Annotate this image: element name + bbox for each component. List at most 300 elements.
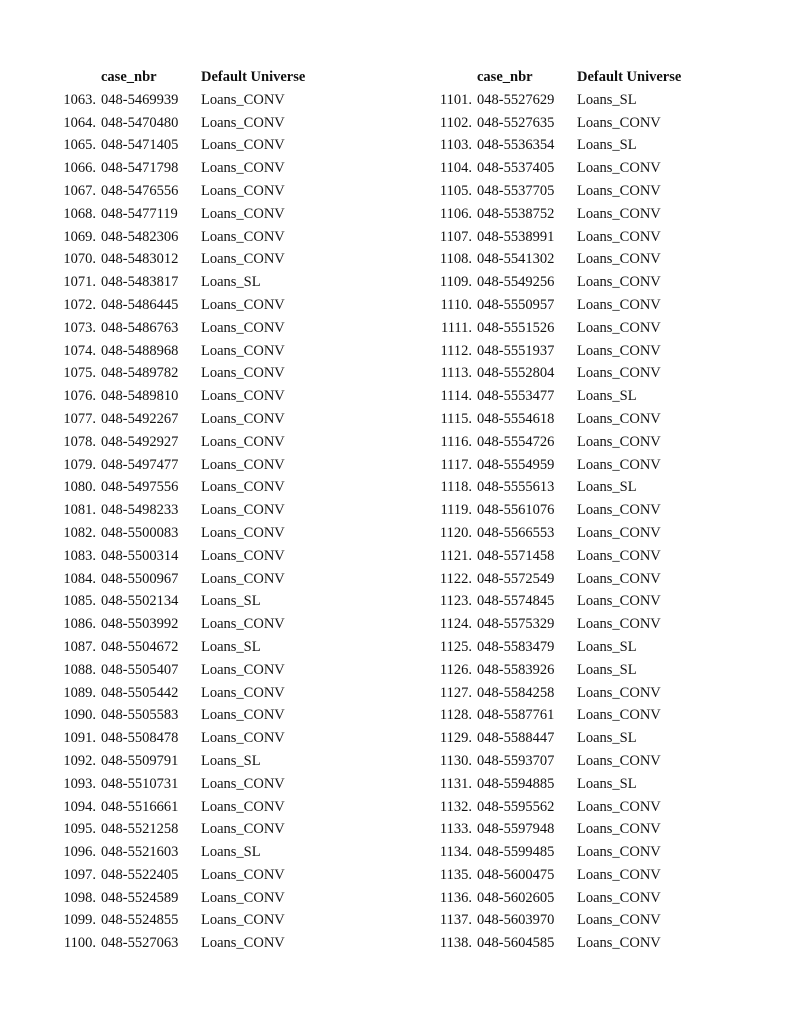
default-universe: Loans_CONV	[201, 456, 285, 473]
case-nbr: 048-5471798	[101, 160, 179, 177]
case-nbr-header: case_nbr	[477, 69, 533, 85]
case-nbr: 048-5571458	[477, 547, 555, 564]
default-universe: Loans_CONV	[577, 593, 661, 610]
row-number: 1123.	[439, 593, 472, 610]
header-row	[30, 66, 331, 89]
default-universe: Loans_CONV	[577, 912, 661, 929]
row-number: 1067.	[63, 182, 96, 199]
default-universe: Loans_CONV	[201, 388, 285, 405]
table-row	[406, 112, 707, 135]
row-number: 1118.	[440, 479, 472, 496]
default-universe: Loans_CONV	[577, 524, 661, 541]
default-universe: Loans_CONV	[201, 570, 285, 587]
row-number: 1064.	[63, 114, 96, 131]
default-universe: Loans_CONV	[577, 866, 661, 883]
table-row	[406, 568, 707, 591]
case-nbr: 048-5527629	[477, 91, 555, 108]
case-nbr: 048-5500314	[101, 547, 179, 564]
table-row	[30, 499, 331, 522]
table-row	[406, 887, 707, 910]
default-universe: Loans_CONV	[201, 547, 285, 564]
default-universe: Loans_CONV	[201, 775, 285, 792]
case-nbr: 048-5486445	[101, 296, 179, 313]
table-row	[30, 89, 331, 112]
row-number: 1128.	[439, 707, 472, 724]
row-number: 1081.	[63, 502, 96, 519]
default-universe: Loans_CONV	[201, 296, 285, 313]
row-number: 1092.	[63, 752, 96, 769]
row-number: 1103.	[439, 137, 472, 154]
case-nbr: 048-5587761	[477, 707, 555, 724]
table-row	[30, 659, 331, 682]
right-rows	[406, 89, 707, 955]
table-row	[406, 704, 707, 727]
case-nbr: 048-5551937	[477, 342, 555, 359]
default-universe: Loans_SL	[577, 638, 637, 655]
table-row	[30, 317, 331, 340]
table-row	[30, 613, 331, 636]
case-nbr: 048-5536354	[477, 137, 555, 154]
row-number: 1076.	[63, 388, 96, 405]
row-number: 1089.	[63, 684, 96, 701]
default-universe: Loans_SL	[577, 775, 637, 792]
default-universe: Loans_SL	[577, 137, 637, 154]
row-number-header	[30, 66, 101, 89]
case-nbr: 048-5550957	[477, 296, 555, 313]
table-row	[406, 362, 707, 385]
table-row	[30, 704, 331, 727]
row-number: 1091.	[63, 730, 96, 747]
table-row	[406, 818, 707, 841]
table-row	[406, 476, 707, 499]
default-universe-header: Default Universe	[201, 69, 306, 85]
case-nbr: 048-5597948	[477, 821, 555, 838]
row-number: 1115.	[440, 410, 472, 427]
default-universe: Loans_CONV	[201, 342, 285, 359]
row-number: 1073.	[63, 319, 96, 336]
default-universe: Loans_CONV	[577, 342, 661, 359]
table-row	[30, 431, 331, 454]
table-row	[406, 636, 707, 659]
row-number: 1083.	[63, 547, 96, 564]
default-universe: Loans_CONV	[201, 160, 285, 177]
default-universe: Loans_SL	[577, 91, 637, 108]
case-nbr: 048-5502134	[101, 593, 179, 610]
table-row	[30, 590, 331, 613]
case-nbr: 048-5599485	[477, 844, 555, 861]
table-row	[30, 841, 331, 864]
case-nbr: 048-5553477	[477, 388, 555, 405]
case-nbr: 048-5503992	[101, 616, 179, 633]
case-nbr: 048-5505407	[101, 661, 179, 678]
default-universe: Loans_CONV	[577, 410, 661, 427]
case-nbr: 048-5492267	[101, 410, 179, 427]
table-row	[406, 659, 707, 682]
table-row	[30, 271, 331, 294]
default-universe: Loans_CONV	[201, 889, 285, 906]
case-nbr: 048-5500083	[101, 524, 179, 541]
table-row	[406, 317, 707, 340]
default-universe: Loans_CONV	[577, 502, 661, 519]
table-row	[30, 408, 331, 431]
case-nbr: 048-5470480	[101, 114, 179, 131]
table-row	[30, 682, 331, 705]
case-nbr: 048-5593707	[477, 752, 555, 769]
case-nbr: 048-5541302	[477, 251, 555, 268]
default-universe: Loans_CONV	[201, 182, 285, 199]
case-nbr: 048-5500967	[101, 570, 179, 587]
row-number: 1105.	[439, 182, 472, 199]
default-universe: Loans_SL	[201, 638, 261, 655]
table-row	[30, 248, 331, 271]
table-row	[406, 248, 707, 271]
case-nbr: 048-5583479	[477, 638, 555, 655]
case-nbr: 048-5524589	[101, 889, 179, 906]
default-universe: Loans_CONV	[577, 707, 661, 724]
case-nbr: 048-5604585	[477, 935, 555, 952]
case-nbr: 048-5555613	[477, 479, 555, 496]
case-nbr: 048-5538752	[477, 205, 555, 222]
table-row	[30, 636, 331, 659]
default-universe: Loans_CONV	[201, 251, 285, 268]
case-nbr: 048-5482306	[101, 228, 179, 245]
default-universe: Loans_SL	[577, 661, 637, 678]
row-number: 1136.	[439, 889, 472, 906]
row-number: 1121.	[439, 547, 472, 564]
row-number: 1080.	[63, 479, 96, 496]
table-row	[30, 909, 331, 932]
default-universe: Loans_CONV	[577, 821, 661, 838]
case-nbr: 048-5524855	[101, 912, 179, 929]
table-row	[406, 454, 707, 477]
row-number: 1065.	[63, 137, 96, 154]
default-universe: Loans_SL	[577, 479, 637, 496]
default-universe: Loans_CONV	[577, 251, 661, 268]
default-universe: Loans_CONV	[577, 684, 661, 701]
table-row	[406, 89, 707, 112]
default-universe: Loans_CONV	[577, 160, 661, 177]
row-number: 1117.	[440, 456, 472, 473]
case-nbr: 048-5483817	[101, 274, 179, 291]
default-universe: Loans_CONV	[201, 114, 285, 131]
table-row	[406, 864, 707, 887]
table-row	[30, 385, 331, 408]
default-universe: Loans_CONV	[201, 912, 285, 929]
case-nbr: 048-5522405	[101, 866, 179, 883]
row-number: 1099.	[63, 912, 96, 929]
table-row	[30, 294, 331, 317]
row-number-header	[406, 66, 477, 89]
table-row	[406, 271, 707, 294]
case-nbr: 048-5483012	[101, 251, 179, 268]
case-nbr: 048-5471405	[101, 137, 179, 154]
table-row	[406, 613, 707, 636]
table-row	[406, 408, 707, 431]
table-row	[30, 864, 331, 887]
table-row	[30, 887, 331, 910]
row-number: 1077.	[63, 410, 96, 427]
default-universe: Loans_CONV	[577, 296, 661, 313]
case-table-right	[406, 66, 707, 955]
default-universe: Loans_CONV	[577, 547, 661, 564]
case-nbr: 048-5561076	[477, 502, 555, 519]
default-universe: Loans_CONV	[577, 570, 661, 587]
case-nbr: 048-5575329	[477, 616, 555, 633]
default-universe: Loans_CONV	[201, 661, 285, 678]
case-nbr: 048-5510731	[101, 775, 179, 792]
default-universe: Loans_CONV	[201, 365, 285, 382]
default-universe: Loans_CONV	[201, 821, 285, 838]
case-nbr: 048-5602605	[477, 889, 555, 906]
default-universe: Loans_CONV	[577, 228, 661, 245]
case-nbr: 048-5584258	[477, 684, 555, 701]
row-number: 1079.	[63, 456, 96, 473]
case-nbr: 048-5498233	[101, 502, 179, 519]
row-number: 1090.	[63, 707, 96, 724]
row-number: 1122.	[439, 570, 472, 587]
table-row	[406, 909, 707, 932]
default-universe: Loans_CONV	[577, 935, 661, 952]
left-column	[30, 66, 400, 955]
case-nbr: 048-5508478	[101, 730, 179, 747]
case-nbr: 048-5554726	[477, 433, 555, 450]
row-number: 1113.	[440, 365, 472, 382]
default-universe: Loans_CONV	[201, 524, 285, 541]
case-nbr: 048-5486763	[101, 319, 179, 336]
row-number: 1096.	[63, 844, 96, 861]
table-row	[406, 294, 707, 317]
case-nbr: 048-5505442	[101, 684, 179, 701]
default-universe: Loans_CONV	[201, 502, 285, 519]
table-row	[30, 545, 331, 568]
row-number: 1133.	[439, 821, 472, 838]
default-universe: Loans_CONV	[201, 616, 285, 633]
row-number: 1095.	[63, 821, 96, 838]
row-number: 1108.	[439, 251, 472, 268]
default-universe: Loans_CONV	[577, 752, 661, 769]
case-nbr: 048-5527635	[477, 114, 555, 131]
default-universe: Loans_CONV	[577, 365, 661, 382]
case-nbr: 048-5497556	[101, 479, 179, 496]
table-row	[30, 568, 331, 591]
row-number: 1101.	[439, 91, 472, 108]
table-row	[30, 727, 331, 750]
row-number: 1074.	[63, 342, 96, 359]
table-row	[406, 203, 707, 226]
default-universe: Loans_CONV	[201, 205, 285, 222]
row-number: 1066.	[63, 160, 96, 177]
row-number: 1119.	[440, 502, 472, 519]
case-nbr: 048-5554618	[477, 410, 555, 427]
row-number: 1087.	[63, 638, 96, 655]
table-row	[406, 431, 707, 454]
table-row	[406, 134, 707, 157]
row-number: 1088.	[63, 661, 96, 678]
case-nbr-header: case_nbr	[101, 69, 157, 85]
row-number: 1137.	[439, 912, 472, 929]
case-nbr: 048-5521258	[101, 821, 179, 838]
table-row	[30, 522, 331, 545]
default-universe: Loans_CONV	[201, 137, 285, 154]
table-row	[406, 727, 707, 750]
table-row	[406, 682, 707, 705]
table-row	[30, 773, 331, 796]
default-universe: Loans_CONV	[577, 798, 661, 815]
default-universe: Loans_CONV	[201, 866, 285, 883]
case-nbr: 048-5489782	[101, 365, 179, 382]
default-universe: Loans_CONV	[201, 91, 285, 108]
table-row	[30, 796, 331, 819]
case-nbr: 048-5504672	[101, 638, 179, 655]
table-row	[406, 841, 707, 864]
default-universe: Loans_SL	[201, 752, 261, 769]
row-number: 1098.	[63, 889, 96, 906]
default-universe: Loans_SL	[577, 388, 637, 405]
case-nbr: 048-5505583	[101, 707, 179, 724]
row-number: 1071.	[63, 274, 96, 291]
table-row	[30, 112, 331, 135]
table-row	[30, 476, 331, 499]
row-number: 1093.	[63, 775, 96, 792]
row-number: 1116.	[440, 433, 472, 450]
case-nbr: 048-5603970	[477, 912, 555, 929]
row-number: 1094.	[63, 798, 96, 815]
table-row	[406, 773, 707, 796]
case-nbr: 048-5549256	[477, 274, 555, 291]
row-number: 1120.	[439, 524, 472, 541]
case-nbr: 048-5492927	[101, 433, 179, 450]
row-number: 1134.	[439, 844, 472, 861]
table-row	[406, 750, 707, 773]
case-nbr: 048-5527063	[101, 935, 179, 952]
left-rows	[30, 89, 331, 955]
row-number: 1138.	[439, 935, 472, 952]
table-row	[406, 157, 707, 180]
default-universe: Loans_CONV	[577, 182, 661, 199]
case-nbr: 048-5572549	[477, 570, 555, 587]
table-row	[30, 454, 331, 477]
case-nbr: 048-5600475	[477, 866, 555, 883]
default-universe: Loans_CONV	[577, 616, 661, 633]
default-universe: Loans_CONV	[201, 935, 285, 952]
row-number: 1135.	[439, 866, 472, 883]
row-number: 1130.	[439, 752, 472, 769]
default-universe: Loans_CONV	[577, 205, 661, 222]
row-number: 1063.	[63, 91, 96, 108]
table-row	[30, 180, 331, 203]
default-universe: Loans_CONV	[577, 319, 661, 336]
table-row	[406, 522, 707, 545]
case-nbr: 048-5497477	[101, 456, 179, 473]
row-number: 1129.	[439, 730, 472, 747]
case-nbr: 048-5476556	[101, 182, 179, 199]
row-number: 1125.	[439, 638, 472, 655]
row-number: 1132.	[439, 798, 472, 815]
default-universe: Loans_CONV	[201, 228, 285, 245]
row-number: 1070.	[63, 251, 96, 268]
case-nbr: 048-5552804	[477, 365, 555, 382]
row-number: 1086.	[63, 616, 96, 633]
right-column	[406, 66, 776, 955]
default-universe: Loans_CONV	[201, 684, 285, 701]
case-nbr: 048-5551526	[477, 319, 555, 336]
table-row	[406, 180, 707, 203]
default-universe: Loans_CONV	[577, 433, 661, 450]
case-nbr: 048-5538991	[477, 228, 555, 245]
case-nbr: 048-5516661	[101, 798, 179, 815]
row-number: 1131.	[439, 775, 472, 792]
table-row	[30, 818, 331, 841]
row-number: 1069.	[63, 228, 96, 245]
default-universe: Loans_CONV	[201, 410, 285, 427]
row-number: 1111.	[440, 319, 472, 336]
row-number: 1102.	[439, 114, 472, 131]
table-row	[30, 362, 331, 385]
table-row	[30, 932, 331, 955]
row-number: 1085.	[63, 593, 96, 610]
table-row	[30, 340, 331, 363]
table-row	[30, 226, 331, 249]
row-number: 1126.	[439, 661, 472, 678]
table-row	[406, 545, 707, 568]
row-number: 1100.	[63, 935, 96, 952]
table-row	[30, 203, 331, 226]
row-number: 1110.	[440, 296, 472, 313]
table-row	[406, 590, 707, 613]
case-nbr: 048-5583926	[477, 661, 555, 678]
default-universe: Loans_CONV	[577, 844, 661, 861]
row-number: 1072.	[63, 296, 96, 313]
default-universe: Loans_SL	[201, 274, 261, 291]
table-row	[406, 796, 707, 819]
table-row	[406, 932, 707, 955]
case-nbr: 048-5477119	[101, 205, 178, 222]
table-row	[30, 157, 331, 180]
row-number: 1082.	[63, 524, 96, 541]
row-number: 1068.	[63, 205, 96, 222]
case-nbr: 048-5595562	[477, 798, 555, 815]
default-universe: Loans_CONV	[577, 114, 661, 131]
row-number: 1084.	[63, 570, 96, 587]
default-universe: Loans_CONV	[201, 433, 285, 450]
default-universe: Loans_SL	[201, 593, 261, 610]
default-universe: Loans_CONV	[577, 456, 661, 473]
case-nbr: 048-5521603	[101, 844, 179, 861]
case-nbr: 048-5574845	[477, 593, 555, 610]
table-row	[406, 340, 707, 363]
case-nbr: 048-5509791	[101, 752, 179, 769]
row-number: 1107.	[439, 228, 472, 245]
case-nbr: 048-5588447	[477, 730, 555, 747]
row-number: 1112.	[440, 342, 472, 359]
row-number: 1127.	[439, 684, 472, 701]
default-universe: Loans_SL	[201, 844, 261, 861]
default-universe: Loans_SL	[577, 730, 637, 747]
case-nbr: 048-5488968	[101, 342, 179, 359]
table-row	[30, 134, 331, 157]
case-nbr: 048-5566553	[477, 524, 555, 541]
row-number: 1078.	[63, 433, 96, 450]
case-nbr: 048-5594885	[477, 775, 555, 792]
case-nbr: 048-5537705	[477, 182, 555, 199]
default-universe: Loans_CONV	[201, 798, 285, 815]
table-row	[406, 385, 707, 408]
case-nbr: 048-5554959	[477, 456, 555, 473]
default-universe-header: Default Universe	[577, 69, 682, 85]
default-universe: Loans_CONV	[577, 274, 661, 291]
row-number: 1075.	[63, 365, 96, 382]
case-nbr: 048-5537405	[477, 160, 555, 177]
